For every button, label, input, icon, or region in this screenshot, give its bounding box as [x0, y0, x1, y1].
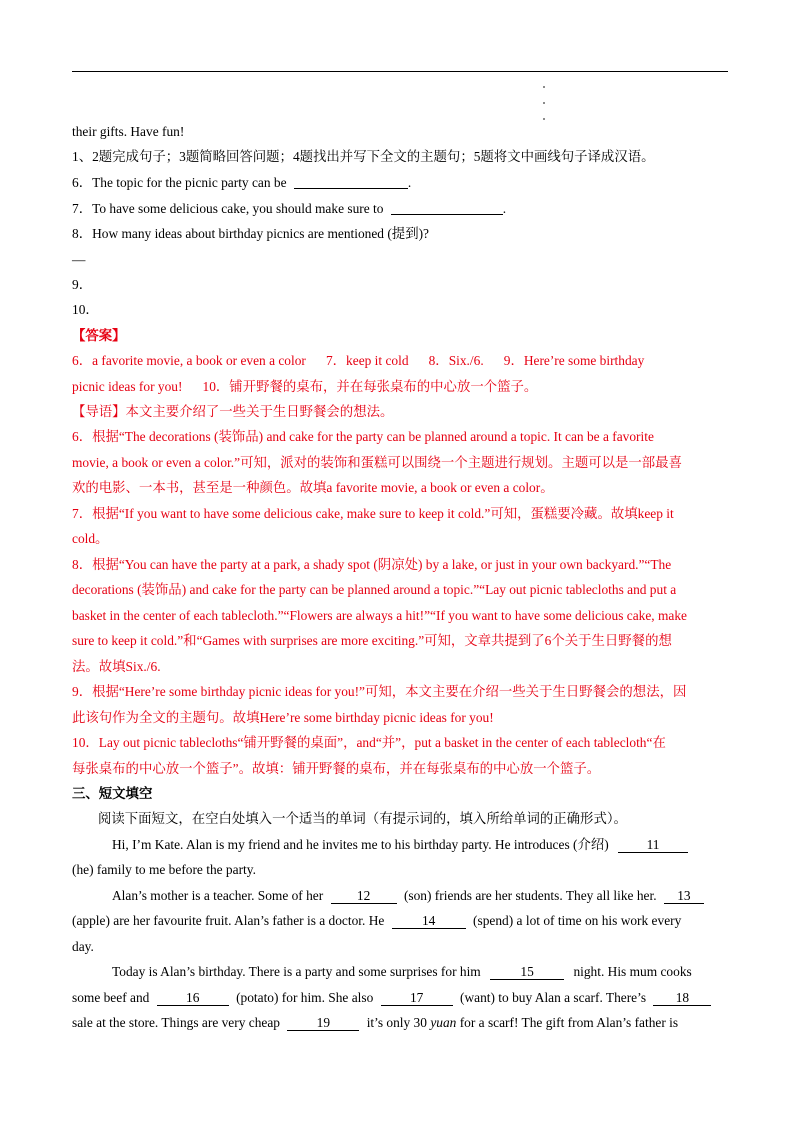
margin-dot	[543, 118, 545, 120]
explanation-line: movie, a book or even a color.”可知，派对的装饰和蛋糕可以围绕一个主题进行规划。主题可以是一部最喜	[72, 455, 682, 470]
blank-11[interactable]: 11	[618, 838, 688, 853]
explanation-line: 6．根据“The decorations (装饰品) and cake for the party can be planned around a topic. It can be a favorite	[72, 429, 654, 444]
margin-dot	[543, 86, 545, 88]
passage-line: day.	[72, 939, 94, 954]
explanation-line: 此该句作为全文的主题句。故填Here’re some birthday picnic ideas for you!	[72, 710, 494, 725]
explanation-line: decorations (装饰品) and cake for the party can be planned around a topic.”“Lay out picnic tablecloths and put a	[72, 582, 677, 597]
question-text: 6．The topic for the picnic party can be	[72, 175, 287, 190]
answer-heading: 【答案】	[72, 328, 126, 343]
blank-13[interactable]: 13	[664, 889, 704, 904]
answer-blank[interactable]	[294, 175, 408, 189]
passage-line	[72, 836, 688, 854]
blank-14[interactable]: 14	[392, 914, 466, 929]
explanation-line: 8．根据“You can have the party at a park, a shady spot (阴凉处) by a lake, or just in your own backyard.”“The	[72, 557, 672, 572]
passage-text: some beef and	[72, 990, 150, 1005]
passage-text: night. His mum cooks	[573, 964, 692, 979]
passage-text: (spend) a lot of time on his work every	[473, 913, 682, 928]
explanation-line: 欢的电影、一本书，甚至是一种颜色。故填a favorite movie, a book or even a color。	[72, 480, 554, 495]
blank-17[interactable]: 17	[381, 991, 453, 1006]
passage-text: (apple) are her favourite fruit. Alan’s father is a doctor. He	[72, 913, 385, 928]
answer-dash: —	[72, 252, 86, 267]
blank-12[interactable]: 12	[331, 889, 397, 904]
answer-blank[interactable]	[391, 201, 503, 215]
question-9: 9．	[72, 277, 93, 292]
question-text: 7．To have some delicious cake, you should make sure to	[72, 201, 384, 216]
passage-text: sale at the store. Things are very cheap	[72, 1015, 280, 1030]
passage-line	[72, 989, 711, 1007]
answer-line: 6．a favorite movie, a book or even a color 7．keep it cold 8．Six./6. 9．Here’re some birthday	[72, 353, 645, 368]
passage-text-italic: yuan	[430, 1015, 457, 1030]
passage-text: (son) friends are her students. They all like her.	[403, 888, 657, 903]
explanation-line: 法。故填Six./6.	[72, 659, 161, 674]
explanation-line: 7．根据“If you want to have some delicious cake, make sure to keep it cold.”可知，蛋糕要冷藏。故填keep it	[72, 506, 674, 521]
question-10: 10．	[72, 302, 99, 317]
passage-text: Today is Alan’s birthday. There is a party and some surprises for him	[112, 964, 481, 979]
text-line: their gifts. Have fun!	[72, 124, 185, 139]
margin-dot	[543, 102, 545, 104]
passage-line	[72, 887, 704, 905]
header-rule	[72, 71, 728, 72]
explanation-line: sure to keep it cold.”和“Games with surprises are more exciting.”可知，文章共提到了6个关于生日野餐的想	[72, 633, 672, 648]
question-7: 7．To have some delicious cake, you should make sure to .	[72, 201, 507, 216]
passage-line	[72, 963, 692, 981]
blank-16[interactable]: 16	[157, 991, 229, 1006]
question-8: 8．How many ideas about birthday picnics are mentioned (提到)?	[72, 226, 429, 241]
blank-19[interactable]: 19	[287, 1016, 359, 1031]
section-instructions: 阅读下面短文，在空白处填入一个适当的单词（有提示词的，填入所给单词的正确形式）。	[98, 811, 627, 826]
passage-line	[72, 1014, 678, 1032]
passage-text: Alan’s mother is a teacher. Some of her	[112, 888, 324, 903]
blank-18[interactable]: 18	[653, 991, 711, 1006]
answer-line: picnic ideas for you! 10．铺开野餐的桌布，并在每张桌布的中心放一个篮子。	[72, 379, 538, 394]
passage-text: (potato) for him. She also	[236, 990, 374, 1005]
explanation-line: 9．根据“Here’re some birthday picnic ideas for you!”可知，本文主要在介绍一些关于生日野餐会的想法，因	[72, 684, 687, 699]
explanation-line: 每张桌布的中心放一个篮子”。故填：铺开野餐的桌布，并在每张桌布的中心放一个篮子。	[72, 761, 601, 776]
explanation-line: cold。	[72, 531, 109, 546]
passage-text: it’s only 30	[366, 1015, 427, 1030]
passage-line: (he) family to me before the party.	[72, 862, 256, 877]
instructions-line: 1、2题完成句子；3题简略回答问题；4题找出并写下全文的主题句；5题将文中画线句子译成汉语。	[72, 149, 655, 164]
passage-text: for a scarf! The gift from Alan’s father is	[459, 1015, 679, 1030]
explanation-line: basket in the center of each tablecloth.”“Flowers are always a hit!”“If you want to have some delicious cake, make	[72, 608, 687, 623]
passage-line	[72, 912, 681, 930]
section-heading: 三、短文填空	[72, 786, 153, 801]
passage-text: Hi, I’m Kate. Alan is my friend and he invites me to his birthday party. He introduces (介绍)	[112, 837, 609, 852]
explanation-line: 10．Lay out picnic tablecloths“铺开野餐的桌面”，and“并”，put a basket in the center of each tablecloth“在	[72, 735, 666, 750]
guide-line: 【导语】本文主要介绍了一些关于生日野餐会的想法。	[72, 404, 394, 419]
blank-15[interactable]: 15	[490, 965, 564, 980]
passage-text: (want) to buy Alan a scarf. There’s	[460, 990, 647, 1005]
question-6: 6．The topic for the picnic party can be .	[72, 175, 412, 190]
